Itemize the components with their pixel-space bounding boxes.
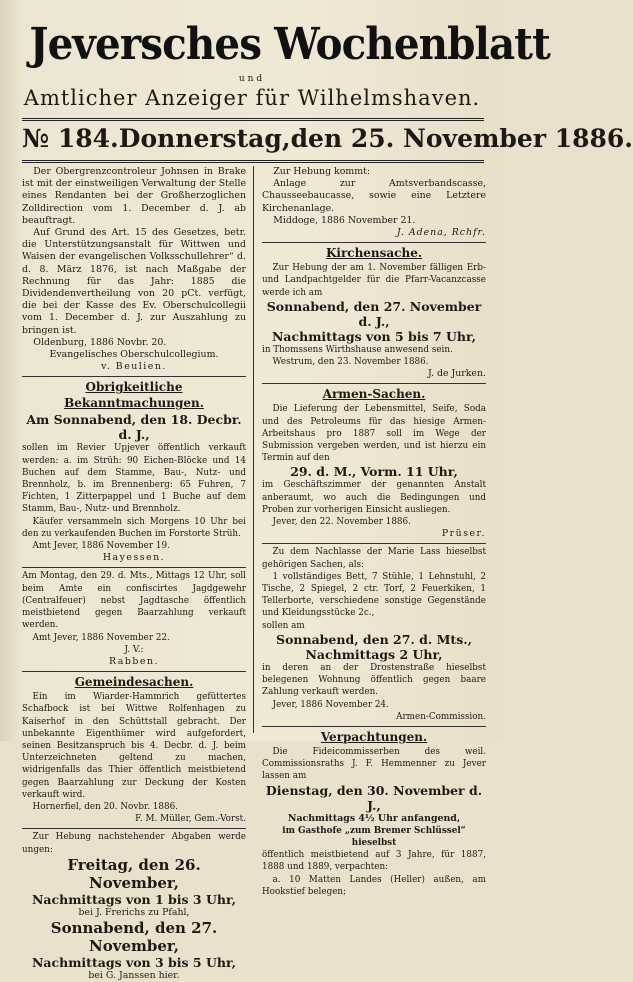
newspaper-subtitle: Amtlicher Anzeiger für Wilhelmshaven. [23,86,481,110]
notice-dividende-place: Oldenburg, 1886 Novbr. 20. [33,336,167,348]
issue-line [22,124,633,156]
hebung-text: Anlage zur Amtsverbandscasse, Chausseebaucasse, sowie eine Letztere Kirchenanlage. [262,178,486,214]
separator [22,376,246,377]
gun-sale-sig1: J. V.: [124,644,144,655]
newspaper-title: Jeversches Wochenblatt [29,19,550,70]
lease-rest: öffentlich meistbietend auf 3 Jahre, für 1887, 1888 und 1889, verpachten: [262,850,486,873]
estate-sig: Armen-Commission. [396,711,486,722]
church-place: in Thomssens Wirthshause anwesend sein. [262,344,453,355]
estate-place: Jever, 1886 November 24. [272,699,389,710]
section-heading-kirche: Kirchensache. [325,246,423,261]
lease-item: a. 10 Matten Landes (Heller) außen, am Hookstief belegen; [262,874,486,897]
left-column [22,166,246,981]
column-divider [253,166,254,733]
tax-intro: Zur Hebung nachstehender Abgaben werde ungen: [22,832,246,855]
poor-text: Die Lieferung der Lebensmittel, Seife, Soda und des Petroleums für das hiesige Armen-Arbeitshaus pro 1887 soll im Wege der Submission vergeben werden, und ist hierzu ein Termin auf den [262,404,486,464]
separator [262,242,486,243]
auction-text: sollen im Revier Upjever öffentlich verkauft werden: a. im Strüh: 90 Eichen-Blöcke und 14 Buchen auf dem Stamme, Bau-, Nutz- und Brennholz, b. im Brennenberg: 65 Fuhren, 7 Fichten, 1 Zitterpappel und 1 Buche auf dem Stamm, Bau-, Nutz- und Brennholz. [22,443,246,515]
estate-rest: in deren an der Drostenstraße hieselbst belegenen Wohnung öffentlich gegen baare Zahlung verkauft werden. [262,662,486,698]
estate-time: Nachmittags 2 Uhr, [305,646,443,662]
tax-place2: bei G. Janssen hier. [88,969,180,981]
estate-list: 1 vollständiges Bett, 7 Stühle, 1 Lehnstuhl, 2 Tische, 2 Spiegel, 2 ctr. Torf, 2 Feuerkiken, 1 Tellerborte, verschiedene sonstige Gegenstände und Kleidungsstücke 2c., [262,571,486,619]
right-column [262,166,486,897]
tax-place1: bei J. Frerichs zu Pfahl, [78,906,190,918]
poor-place: Jever, den 22. November 1886. [272,517,411,528]
section-heading-verpachtung: Verpachtungen. [320,729,428,744]
poor-date: 29. d. M., Vorm. 11 Uhr, [290,464,458,480]
bottom-rule [22,160,484,163]
hebung-head: Zur Hebung kommt: [273,166,371,177]
auction-place: Amt Jever, 1886 November 19. [32,541,170,552]
poor-sig: Prüser. [441,528,486,540]
notice-dividende-org: Evangelisches Oberschulcollegium. [49,349,219,361]
tax-date2: Sonnabend, den 27. November, [50,918,218,955]
notice-dividende: Auf Grund des Art. 15 des Gesetzes, betr. die Unterstützungsanstalt für Wittwen und Waisen der evangelischen Volksschullehrer“ d. d. 8. März 1876, ist nach Maßgabe der Rechnung für das Jahr: 1885 die Dividendenvertheilung von 20 pCt. verfügt, die bei der Kasse des Ev. Oberschulcollegii vom 1. December d. J. zur Auszahlung zu bringen ist. [22,227,246,336]
poor-rest: im Geschäftszimmer der genannten Anstalt anberaumt, wo auch die Bedingungen und Proben zur vorherigen Einsicht ausliegen. [262,480,486,515]
lease-place: im Gasthofe „zum Bremer Schlüssel“ hieselbst [282,825,466,848]
hebung-place: Middoge, 1886 November 21. [273,214,416,226]
separator [22,567,246,568]
sheep-sig: F. M. Müller, Gem.-Vorst. [135,814,246,825]
gun-sale: Am Montag, den 29. d. Mts., Mittags 12 Uhr, soll beim Amte ein confiscirtes Jagdgewehr (Centralfeuer) nebst Jagdtasche öffentlich meistbietend gegen Baarzahlung verkauft werden. [22,571,246,631]
estate-text: Zu dem Nachlasse der Marie Lass hieselbst gehörigen Sachen, als: [262,547,486,570]
auction-meet: Käufer versammeln sich Morgens 10 Uhr bei den zu verkaufenden Buchen im Forstorte Strüh. [22,516,246,539]
church-sig: J. de Jurken. [427,368,486,380]
separator [262,383,486,384]
tax-time2: Nachmittags von 3 bis 5 Uhr, [31,954,236,970]
section-heading-gemeinde: Gemeindesachen. [74,675,194,690]
separator [22,828,246,829]
lease-time: Nachmittags 4½ Uhr anfangend, [287,812,461,824]
gun-sale-place: Amt Jever, 1886 November 22. [32,632,170,643]
tax-time1: Nachmittags von 1 bis 3 Uhr, [31,891,236,907]
section-heading-armen: Armen-Sachen. [322,387,426,402]
section-heading-obrigkeitlich: Obrigkeitliche Bekanntmachungen. [64,380,204,411]
church-date: Sonnabend, den 27. November d. J., [266,298,482,329]
sheep-place: Hornerfiel, den 20. Novbr. 1886. [32,801,178,812]
sheep-notice: Ein im Wiarder-Hammrich gefüttertes Schafbock ist bei Wittwe Rolfenhagen zu Kaiserhof in den Schüttstall gebracht. Der unbekannte Eigenthümer wird aufgefordert, seinen Besitzanspruch bis 4. Decbr. d. J. beim Unterzeichneten geltend zu machen, widrigenfalls das Thier öffentlich meistbietend gegen Baarzahlung zur Deckung der Kosten verkauft wird. [22,692,246,800]
estate-date: Sonnabend, den 27. d. Mts., [276,631,472,647]
hebung-sig: J. Adena, Rchfr. [396,227,486,239]
gun-sale-sig2: Rabben. [109,655,159,667]
top-rule [22,118,484,121]
und-line: und [238,74,266,84]
lease-text: Die Fideicommisserben des weil. Commissionsraths J. F. Hemmenner zu Jever lassen am [262,746,486,782]
church-loc: Westrum, den 23. November 1886. [272,357,429,368]
notice-zoll: Der Obergrenzcontroleur Johnsen in Brake ist mit der einstweiligen Verwaltung der Stelle eines Rendanten bei der Großherzoglichen Zolldirection vom 1. December d. J. ab beauftragt. [22,166,246,226]
auction-date: Am Sonnabend, den 18. Decbr. d. J., [26,412,242,443]
separator [22,671,246,672]
notice-dividende-sig: v. Beulien. [101,361,167,373]
issue-date: den 25. November 1886. [290,124,633,153]
issue-weekday: Donnerstag, [118,124,291,153]
church-text: Zur Hebung der am 1. November fälligen Erb- und Landpachtgelder für die Pfarr-Vacanzcasse werde ich am [262,263,486,298]
church-time: Nachmittags von 5 bis 7 Uhr, [271,328,476,344]
separator [262,726,486,727]
issue-number: № 184. [22,124,119,153]
tax-date1: Freitag, den 26. November, [67,855,201,892]
estate-sollen: sollen am [262,620,305,631]
auction-sig: Hayessen. [102,552,166,564]
separator [262,543,486,544]
lease-date: Dienstag, den 30. November d. J., [265,782,483,813]
